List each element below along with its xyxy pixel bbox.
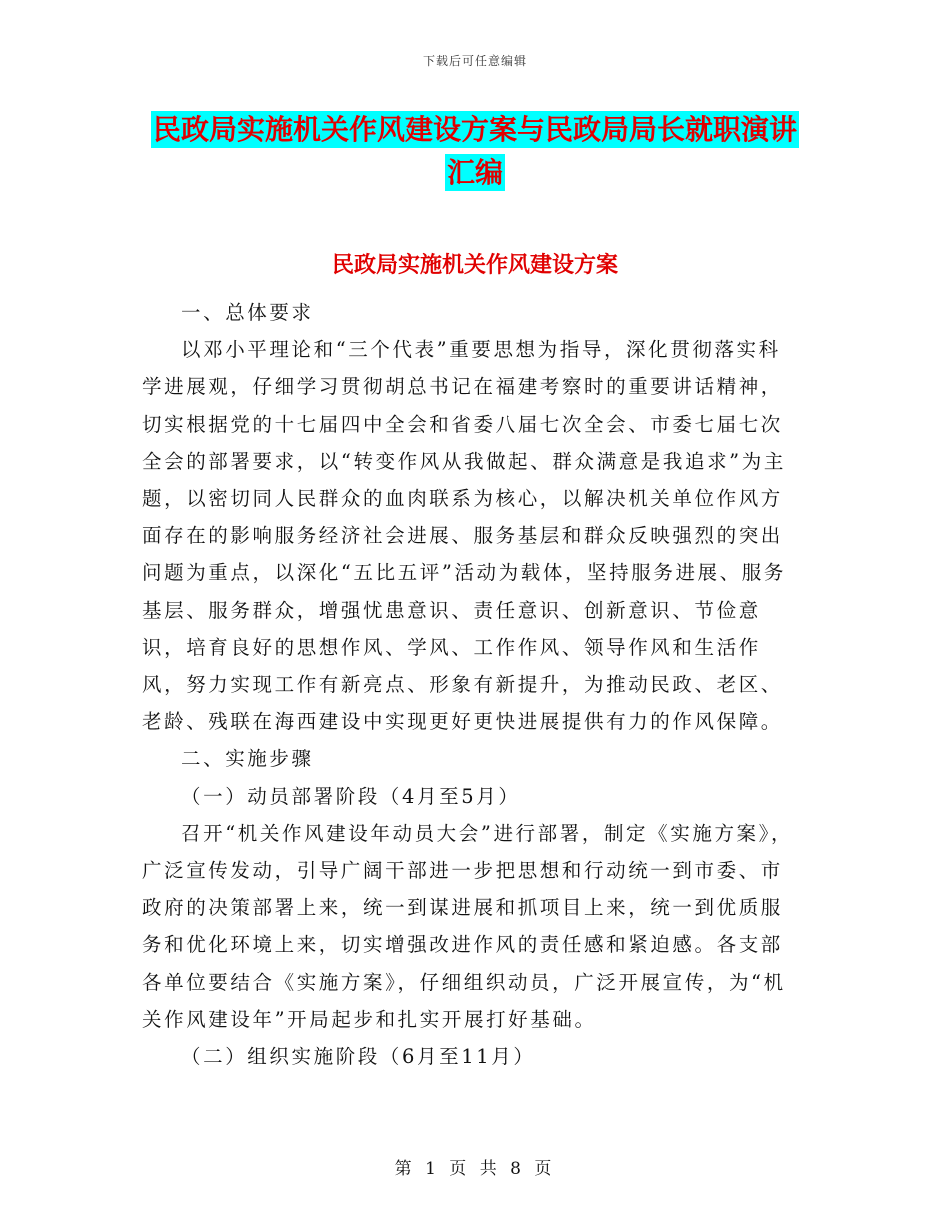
section-title: 民政局实施机关作风建设方案 (331, 253, 618, 278)
paragraph-mobilization: 召开“机关作风建设年动员大会”进行部署，制定《实施方案》，广泛宣传发动，引导广阔干部进一步把思想和行动统一到市委、市政府的决策部署上来，统一到谋进展和抓项目上来，统一到优质服务和优化环境上来，切实增强改进作风的责任感和紧迫感。各支部各单位要结合《实施方案》，仔细组织动员，广泛开展宣传，为“机关作风建设年”开局起步和扎实开展打好基础。 (142, 821, 794, 1031)
paragraph-general-requirements: 以邓小平理论和“三个代表”重要思想为指导，深化贯彻落实科学进展观，仔细学习贯彻胡总书记在福建考察时的重要讲话精神，切实根据党的十七届四中全会和省委八届七次全会、市委七届七次全会的部署要求，以“转变作风从我做起、群众满意是我追求”为主题，以密切同人民群众的血肉联系为核心，以解决机关单位作风方面存在的影响服务经济社会进展、服务基层和群众反映强烈的突出问题为重点，以深化“五比五评”活动为载体，坚持服务进展、服务基层、服务群众，增强忧患意识、责任意识、创新意识、节俭意识，培育良好的思想作风、学风、工作作风、领导作风和生活作风，努力实现工作有新亮点、形象有新提升，为推动民政、老区、老龄、残联在海西建设中实现更好更快进展提供有力的作风保障。 (142, 338, 786, 734)
document-body (142, 294, 797, 1075)
subsection-heading-mobilization: （一）动员部署阶段（4月至5月） (181, 784, 521, 808)
subsection-heading-implementation: （二）组织实施阶段（6月至11月） (181, 1045, 536, 1069)
main-title-line-2 (0, 153, 950, 193)
main-title-text-2: 汇编 (446, 156, 503, 189)
main-title-line-1 (0, 110, 950, 150)
main-title-text-1: 民政局实施机关作风建设方案与民政局局长就职演讲 (152, 113, 797, 146)
section-heading-general: 一、总体要求 (181, 301, 314, 324)
section-heading-steps: 二、实施步骤 (181, 747, 314, 771)
header-note: 下载后可任意编辑 (422, 54, 527, 68)
page-indicator: 第 1 页 共 8 页 (394, 1159, 556, 1179)
